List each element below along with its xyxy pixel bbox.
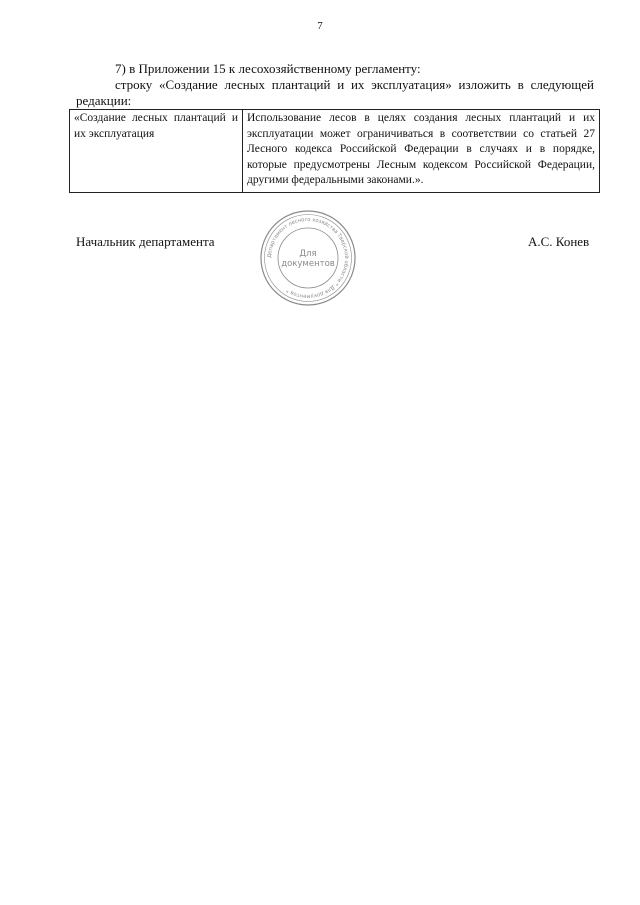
- stamp-center-line2: документов: [281, 259, 335, 269]
- regulation-table: [69, 109, 600, 193]
- amendment-instruction-paragraph: строку «Создание лесных плантаций и их эксплуатация» изложить в следующей редакции:: [76, 77, 594, 108]
- official-seal-stamp: [258, 208, 358, 308]
- signatory-position: Начальник департамента: [76, 234, 215, 249]
- table-cell-activity-text: Использование лесов в целях создания лесных плантаций и их эксплуатации может ограничиваться в соответствии со статьей 27 Лесного кодекса Российской Федерации в случаях и в порядке, которые предусмотрены Лесным кодексом Российской Федерации, другими федеральными законами.».: [243, 110, 600, 193]
- stamp-center-line1: Для: [299, 249, 317, 259]
- signatory-name: А.С. Конев: [528, 234, 590, 249]
- stamp-ring-text: Департамент лесного хозяйства Тверской области * Для документов *: [266, 216, 350, 300]
- table-row: [70, 110, 600, 193]
- amendment-item-paragraph: 7) в Приложении 15 к лесохозяйственному регламенту:: [115, 61, 421, 76]
- table-cell-activity-name: «Создание лесных плантаций и их эксплуатация: [70, 110, 243, 193]
- page-number: 7: [317, 20, 323, 32]
